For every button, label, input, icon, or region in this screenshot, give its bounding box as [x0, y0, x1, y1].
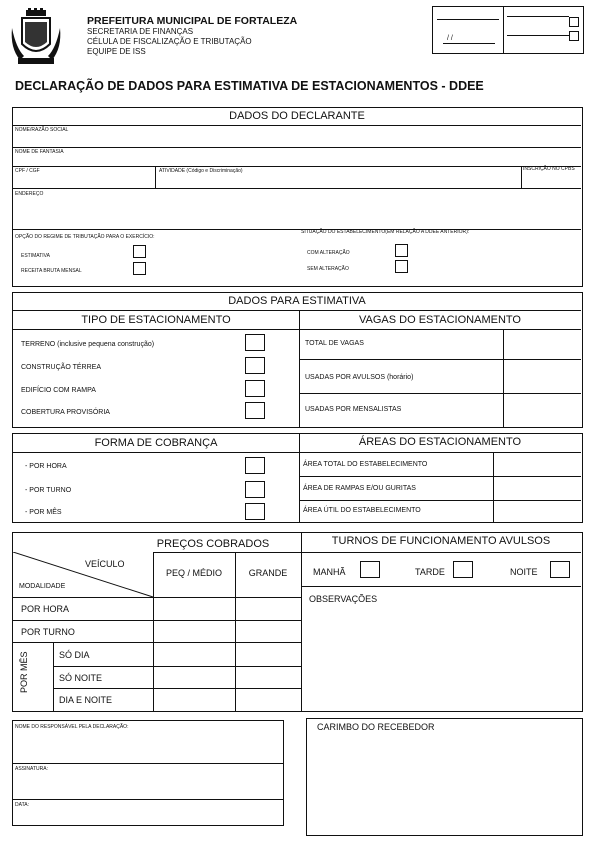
coat-of-arms-logo [10, 8, 62, 68]
veiculo-label: VEÍCULO [85, 559, 125, 569]
field-nome-fantasia[interactable]: NOME DE FANTASIA [15, 149, 64, 155]
field-atividade[interactable]: ATIVIDADE (Código e Discriminação) [159, 168, 243, 174]
por-mes-label: POR MÊS [19, 651, 29, 693]
vagas-avulsos-label: USADAS POR AVULSOS (horário) [305, 374, 414, 381]
tipo-edificio-checkbox[interactable] [245, 380, 265, 397]
precos-section [12, 532, 583, 712]
field-cpf-cgf[interactable]: CPF / CGF [15, 168, 40, 174]
responsavel-label[interactable]: NOME DO RESPONSÁVEL PELA DECLARAÇÃO: [15, 724, 129, 730]
tipo-heading: TIPO DE ESTACIONAMENTO [81, 314, 231, 326]
situacao-com-label: COM ALTERAÇÃO [307, 250, 350, 256]
precos-heading: PREÇOS COBRADOS [156, 538, 270, 550]
tipo-cobertura-label: COBERTURA PROVISÓRIA [21, 409, 110, 416]
situacao-label: SITUAÇÃO DO ESTABELECIMENTO(EM RELAÇÃO A DDEE ANTERIOR): [301, 229, 470, 235]
stamp-date-field: / / [447, 35, 453, 42]
carimbo-box [306, 718, 583, 836]
form-title: DECLARAÇÃO DE DADOS PARA ESTIMATIVA DE ESTACIONAMENTOS - DDEE [15, 79, 484, 93]
tipo-terreno-label: TERRENO (inclusive pequena construção) [21, 341, 155, 348]
estimativa-heading: DADOS PARA ESTIMATIVA [228, 295, 366, 307]
turno-manha-label: MANHÃ [313, 567, 346, 577]
turno-noite-label: NOITE [510, 567, 538, 577]
field-endereco[interactable]: ENDEREÇO [15, 191, 44, 197]
tipo-cobertura-checkbox[interactable] [245, 402, 265, 419]
tipo-terreno-checkbox[interactable] [245, 334, 265, 351]
turnos-heading: TURNOS DE FUNCIONAMENTO AVULSOS [331, 535, 551, 547]
row-so-noite: SÓ NOITE [59, 673, 103, 683]
cobranca-mes-checkbox[interactable] [245, 503, 265, 520]
cobranca-turno-label: - POR TURNO [25, 487, 72, 494]
field-inscricao[interactable]: INSCRIÇÃO NO CPBS [523, 166, 575, 172]
regime-receita-label: RECEITA BRUTA MENSAL [21, 268, 82, 274]
observacoes-label: OBSERVAÇÕES [309, 594, 378, 604]
org-name: PREFEITURA MUNICIPAL DE FORTALEZA [87, 15, 298, 27]
row-por-hora: POR HORA [21, 604, 70, 614]
area-total-label: ÁREA TOTAL DO ESTABELECIMENTO [303, 461, 428, 468]
regime-estimativa-label: ESTIMATIVA [21, 253, 50, 259]
row-so-dia: SÓ DIA [59, 650, 90, 660]
data-label[interactable]: DATA: [15, 802, 29, 808]
modalidade-label: MODALIDADE [19, 583, 66, 590]
carimbo-label: CARIMBO DO RECEBEDOR [317, 722, 435, 732]
col-grande: GRANDE [248, 568, 288, 578]
area-rampas-label: ÁREA DE RAMPAS E/OU GURITAS [303, 485, 416, 492]
vagas-heading: VAGAS DO ESTACIONAMENTO [359, 314, 521, 326]
turno-manha-checkbox[interactable] [360, 561, 380, 578]
turno-tarde-checkbox[interactable] [453, 561, 473, 578]
situacao-sem-checkbox[interactable] [395, 260, 408, 273]
row-por-turno: POR TURNO [21, 627, 75, 637]
cobranca-hora-label: - POR HORA [25, 463, 67, 470]
area-util-label: ÁREA ÚTIL DO ESTABELECIMENTO [303, 507, 421, 514]
org-secretaria: SECRETARIA DE FINANÇAS [87, 27, 194, 36]
header-diagonal-line [13, 552, 154, 598]
declarante-section [12, 107, 583, 287]
cobranca-hora-checkbox[interactable] [245, 457, 265, 474]
estimativa-section [12, 292, 583, 428]
cobranca-mes-label: - POR MÊS [25, 509, 62, 516]
areas-heading: ÁREAS DO ESTACIONAMENTO [358, 436, 522, 448]
turno-tarde-label: TARDE [415, 567, 445, 577]
field-nome-razao[interactable]: NOME/RAZÃO SOCIAL [15, 127, 69, 133]
cobranca-section [12, 433, 583, 523]
vagas-mensalistas-label: USADAS POR MENSALISTAS [305, 406, 402, 413]
cobranca-heading: FORMA DE COBRANÇA [94, 437, 218, 449]
col-peq-medio: PEQ / MÉDIO [165, 568, 222, 578]
responsavel-box [12, 720, 284, 826]
turno-noite-checkbox[interactable] [550, 561, 570, 578]
tipo-construcao-label: CONSTRUÇÃO TÉRREA [21, 364, 101, 371]
situacao-com-checkbox[interactable] [395, 244, 408, 257]
org-equipe: EQUIPE DE ISS [87, 47, 146, 56]
situacao-sem-label: SEM ALTERAÇÃO [307, 266, 349, 272]
tipo-construcao-checkbox[interactable] [245, 357, 265, 374]
vagas-total-label: TOTAL DE VAGAS [305, 340, 364, 347]
regime-receita-checkbox[interactable] [133, 262, 146, 275]
cobranca-turno-checkbox[interactable] [245, 481, 265, 498]
row-dia-noite: DIA E NOITE [59, 695, 113, 705]
regime-estimativa-checkbox[interactable] [133, 245, 146, 258]
regime-label: OPÇÃO DO REGIME DE TRIBUTAÇÃO PARA O EXERCÍCIO: [15, 234, 155, 240]
tipo-edificio-label: EDIFÍCIO COM RAMPA [21, 387, 96, 394]
declarante-heading: DADOS DO DECLARANTE [229, 110, 365, 122]
assinatura-label[interactable]: ASSINATURA: [15, 766, 48, 772]
org-celula: CÉLULA DE FISCALIZAÇÃO E TRIBUTAÇÃO [87, 37, 252, 46]
reception-stamp-box [432, 6, 584, 54]
